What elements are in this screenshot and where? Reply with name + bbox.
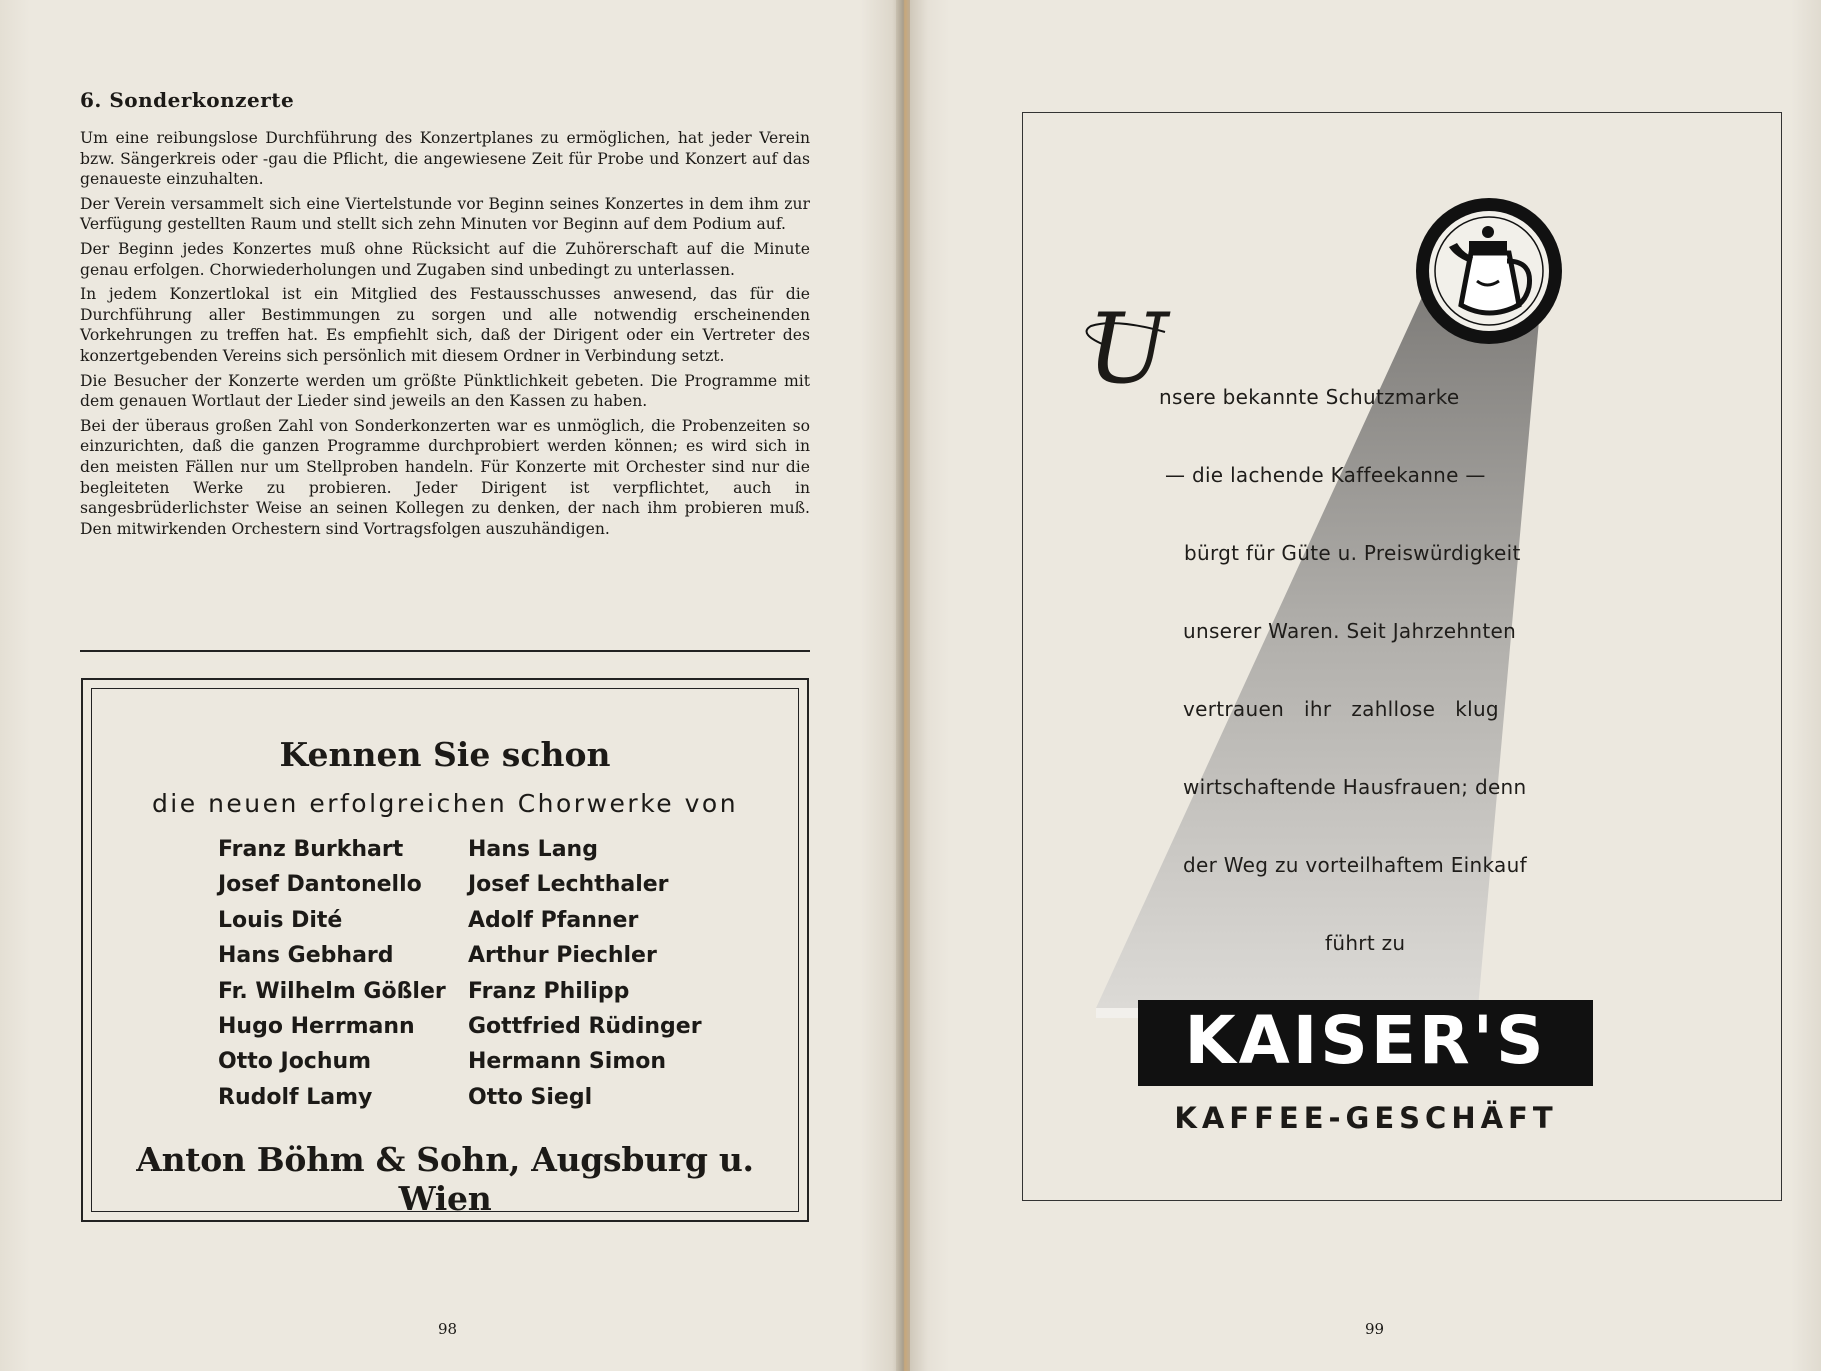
ad-text-line: wirtschaftende Hausfrauen; denn <box>1183 775 1527 799</box>
composer-name: Josef Dantonello <box>218 872 422 898</box>
composer-name: Arthur Piechler <box>468 943 657 969</box>
publisher-advertisement <box>81 678 809 1222</box>
composer-list-right <box>468 832 702 1115</box>
paragraph: Um eine reibungslose Durchführung des Konzertplanes zu ermöglichen, hat jeder Verein bzw. Sängerkreis oder -gau die Pflicht, die angewiesene Zeit für Probe und Konzert auf das genaueste einzuhalten. <box>80 129 810 189</box>
brand-name: KAISER'S <box>1184 1002 1547 1079</box>
ad-text-line: vertrauen ihr zahllose klug <box>1183 697 1499 721</box>
ad-initial-letter: U <box>1087 293 1168 405</box>
section-title: 6. Sonderkonzerte <box>80 88 295 112</box>
composer-name: Otto Siegl <box>468 1084 593 1110</box>
composer-name: Rudolf Lamy <box>218 1084 373 1110</box>
body-text <box>80 128 810 543</box>
divider <box>80 650 810 652</box>
brand-bar <box>1138 1000 1593 1086</box>
coffee-pot-icon <box>1416 198 1562 344</box>
advertisement-inner-frame <box>91 688 799 1218</box>
ad-headline: Kennen Sie schon <box>279 735 611 774</box>
composer-name: Franz Philipp <box>468 978 630 1004</box>
left-page <box>0 0 898 1371</box>
publisher-name: Anton Böhm & Sohn, Augsburg u. Wien <box>136 1140 754 1218</box>
composer-name: Hermann Simon <box>468 1049 667 1075</box>
ad-subline: die neuen erfolgreichen Chorwerke von <box>151 789 739 818</box>
paragraph: Bei der überaus großen Zahl von Sonderkonzerten war es unmöglich, die Probenzeiten so einzurichten, daß die ganzen Programme durchprobiert werden können; es wird sich in den meisten Fällen nur um Stellproben handeln. Für Konzerte mit Orchester sind nur die begleiteten Werke zu probieren. Jeder Dirigent ist verpflichtet, auch in sangesbrüderlichster Weise an seinen Kollegen zu denken, der nach ihm probieren muß. Den mitwirkenden Orchestern sind Vortragsfolgen auszuhändigen. <box>80 416 810 538</box>
coffee-advertisement <box>1022 112 1782 1201</box>
composer-name: Hans Lang <box>468 837 598 862</box>
ad-text-line: — die lachende Kaffeekanne — <box>1165 463 1486 487</box>
composer-name: Josef Lechthaler <box>468 872 669 898</box>
composer-name: Franz Burkhart <box>218 837 404 862</box>
ad-text-line: nsere bekannte Schutzmarke <box>1159 385 1460 409</box>
composer-name: Otto Jochum <box>218 1049 372 1075</box>
paragraph: Die Besucher der Konzerte werden um größte Pünktlichkeit gebeten. Die Programme mit dem genauen Wortlaut der Lieder sind jeweils an den Kassen zu haben. <box>80 371 810 411</box>
composer-name: Adolf Pfanner <box>468 907 639 933</box>
paragraph: Der Beginn jedes Konzertes muß ohne Rücksicht auf die Zuhörerschaft auf die Minute genau erfolgen. Chorwiederholungen und Zugaben sind unbedingt zu unterlassen. <box>80 239 810 279</box>
ad-text-line: bürgt für Güte u. Preiswürdigkeit <box>1184 541 1521 565</box>
ad-text-line: führt zu <box>1325 931 1406 955</box>
brand-tagline: KAFFEE-GESCHÄFT <box>1174 1101 1558 1135</box>
ad-text-line: der Weg zu vorteilhaftem Einkauf <box>1183 853 1527 877</box>
composer-name: Hugo Herrmann <box>218 1014 415 1040</box>
composer-name: Hans Gebhard <box>218 943 394 969</box>
right-page <box>910 0 1821 1371</box>
composer-list-left <box>218 832 446 1115</box>
page-number: 99 <box>1365 1320 1385 1338</box>
page-number: 98 <box>438 1320 458 1338</box>
paragraph: In jedem Konzertlokal ist ein Mitglied des Festausschusses anwesend, das für die Durchführung aller Bestimmungen zu sorgen und alle notwendig erscheinenden Vorkehrungen zu treffen hat. Es empfiehlt sich, daß der Dirigent oder ein Vertreter des konzertgebenden Vereins sich persönlich mit diesem Ordner in Verbindung setzt. <box>80 285 810 365</box>
composer-name: Louis Dité <box>218 907 343 933</box>
paragraph: Der Verein versammelt sich eine Viertelstunde vor Beginn seines Konzertes in dem ihm zur Verfügung gestellten Raum und stellt sich zehn Minuten vor Beginn auf dem Podium auf. <box>80 194 810 234</box>
composer-name: Gottfried Rüdinger <box>468 1014 702 1040</box>
ad-text-line: unserer Waren. Seit Jahrzehnten <box>1183 619 1517 643</box>
composer-name: Fr. Wilhelm Gößler <box>218 978 446 1004</box>
